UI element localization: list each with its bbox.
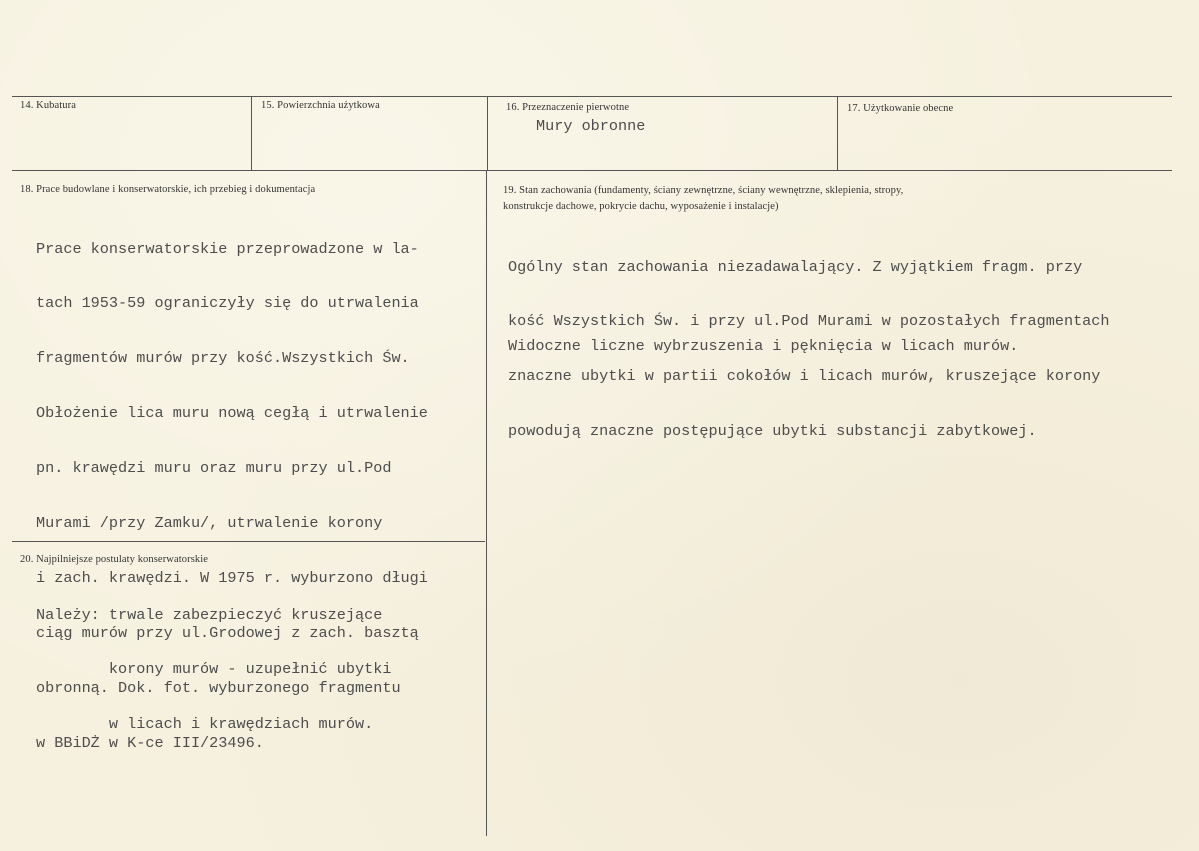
field-15-label: 15. Powierzchnia użytkowa — [261, 100, 380, 111]
field-19-line: znaczne ubytki w partii cokołów i licach murów, kruszejące korony — [508, 367, 1101, 386]
field-19-line: Ogólny stan zachowania niezadawalający. Z wyjątkiem fragm. przy — [508, 257, 1083, 276]
field-18-line: ciąg murów przy ul.Grodowej z zach. basztą — [36, 623, 419, 642]
field-18-line: Murami /przy Zamku/, utrwalenie korony — [36, 514, 383, 533]
top-rule — [12, 96, 1172, 97]
field-18-line: tach 1953-59 ograniczyły się do utrwalenia — [36, 294, 419, 313]
field-18-line: pn. krawędzi muru oraz muru przy ul.Pod — [36, 459, 392, 478]
field-18-label: 18. Prace budowlane i konserwatorskie, ich przebieg i dokumentacja — [20, 184, 316, 195]
field-16-value: Mury obronne — [536, 117, 646, 135]
field-16-label: 16. Przeznaczenie pierwotne — [506, 102, 630, 113]
field-20-line: w licach i krawędziach murów. — [36, 715, 374, 734]
field-19-label: 19. Stan zachowania (fundamenty, ściany zewnętrzne, ściany wewnętrzne, sklepienia, stropy, — [503, 185, 904, 196]
field-20-line: Należy: trwale zabezpieczyć kruszejące — [36, 605, 383, 624]
field-18-line: fragmentów murów przy kość.Wszystkich Św. — [36, 349, 410, 368]
field-17-label: 17. Użytkowanie obecne — [847, 103, 954, 114]
divider-15-16 — [487, 96, 488, 170]
field-18-line: Obłożenie lica muru nową cegłą i utrwalenie — [36, 404, 428, 423]
field-19-line: kość Wszystkich Św. i przy ul.Pod Murami w pozostałych fragmentach — [508, 312, 1110, 331]
field-20-label: 20. Najpilniejsze postulaty konserwatorskie — [20, 554, 209, 565]
field-19-line: Widoczne liczne wybrzuszenia i pęknięcia w licach murów. — [508, 336, 1019, 355]
field-20-line: korony murów - uzupełnić ubytki — [36, 660, 392, 679]
divider-left-right — [486, 170, 487, 836]
field-19-text-2 — [508, 300, 1018, 391]
field-18-line: w BBiDŻ w K-ce III/23496. — [36, 733, 264, 752]
field-19-line: powodują znaczne postępujące ubytki substancji zabytkowej. — [508, 422, 1037, 441]
row1-bottom-rule — [12, 170, 1172, 171]
field-18-line: i zach. krawędzi. W 1975 r. wyburzono długi — [36, 568, 428, 587]
field-18-line: obronną. Dok. fot. wyburzonego fragmentu — [36, 678, 401, 697]
field-18-line: Prace konserwatorskie przeprowadzone w la- — [36, 239, 419, 258]
field-14-label: 14. Kubatura — [20, 100, 77, 111]
field-20-text — [36, 569, 391, 770]
field-19-label-cont: konstrukcje dachowe, pokrycie dachu, wyposażenie i instalacje) — [503, 201, 779, 212]
divider-16-17 — [837, 96, 838, 170]
divider-14-15 — [251, 96, 252, 170]
